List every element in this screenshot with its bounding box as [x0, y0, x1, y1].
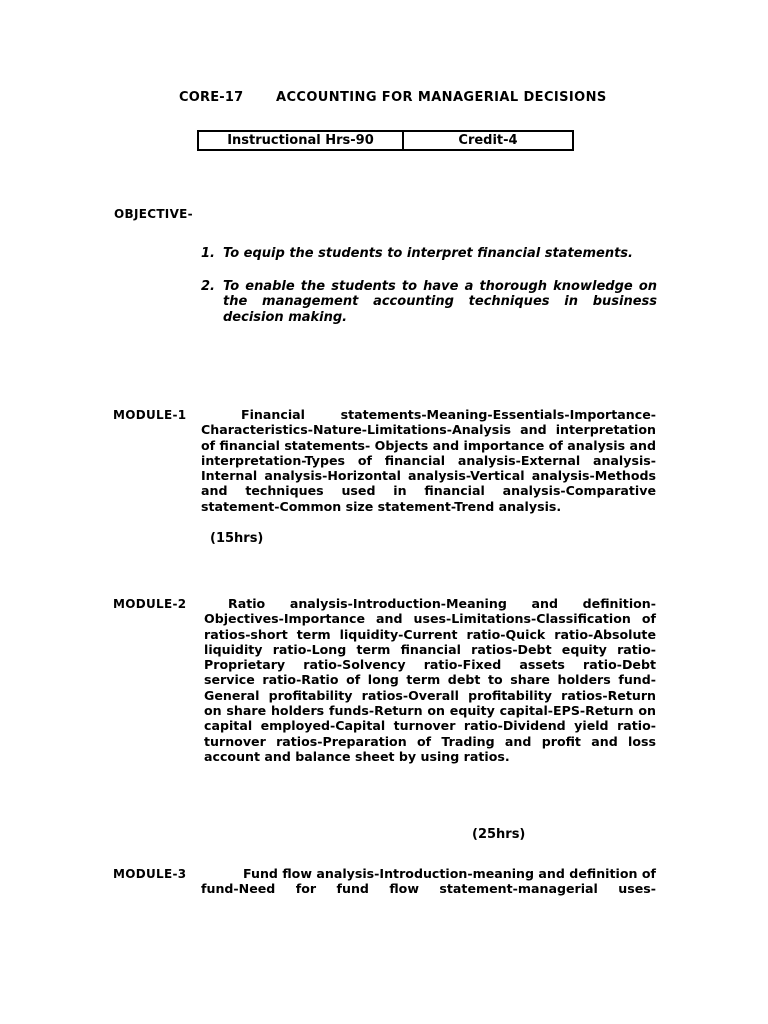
module-1-label: MODULE-1 — [113, 408, 187, 422]
objective-text: To equip the students to interpret financial statements. — [223, 246, 633, 261]
hours-credit-table — [197, 130, 574, 151]
objective-list — [201, 246, 657, 325]
module-3-label: MODULE-3 — [113, 867, 187, 881]
course-title: ACCOUNTING FOR MANAGERIAL DECISIONS — [276, 90, 607, 105]
objective-heading: OBJECTIVE- — [114, 207, 193, 221]
module-1-hours: (15hrs) — [210, 531, 264, 546]
credit-cell: Credit-4 — [458, 133, 518, 148]
module-1-body: Financial statements-Meaning-Essentials-Importance-Characteristics-Nature-Limitations-Analysis and interpretation of financial statements- Objects and importance of analysis and interpretation-Types of financial analysis-External analysis-Internal analysis-Horizontal analysis-Vertical analysis-Methods and techniques used in financial analysis-Comparative statement-Common size statement-Trend analysis. — [201, 407, 656, 514]
course-code: CORE-17 — [179, 90, 244, 105]
module-3-body: Fund flow analysis-Introduction-meaning and definition of fund-Need for fund flow statement-managerial uses- — [201, 866, 656, 897]
objective-item — [201, 246, 657, 262]
module-2-body: Ratio analysis-Introduction-Meaning and definition-Objectives-Importance and uses-Limitations-Classification of ratios-short term liquidity-Current ratio-Quick ratio-Absolute liquidity ratio-Long term financial ratios-Debt equity ratio-Proprietary ratio-Solvency ratio-Fixed assets ratio-Debt service ratio-Ratio of long term debt to share holders fund-General profitability ratios-Overall profitability ratios-Return on share holders funds-Return on equity capital-EPS-Return on capital employed-Capital turnover ratio-Dividend yield ratio-turnover ratios-Preparation of Trading and profit and loss account and balance sheet by using ratios. — [204, 596, 656, 764]
module-2-hours: (25hrs) — [472, 827, 526, 842]
objective-item — [201, 279, 657, 326]
objective-number: 1. — [201, 246, 215, 261]
objective-text: To enable the students to have a thorough knowledge on the management accounting techniques in business decision making. — [223, 278, 657, 325]
instructional-hours-cell: Instructional Hrs-90 — [199, 132, 404, 149]
module-2-label: MODULE-2 — [113, 597, 187, 611]
objective-number: 2. — [201, 278, 215, 294]
